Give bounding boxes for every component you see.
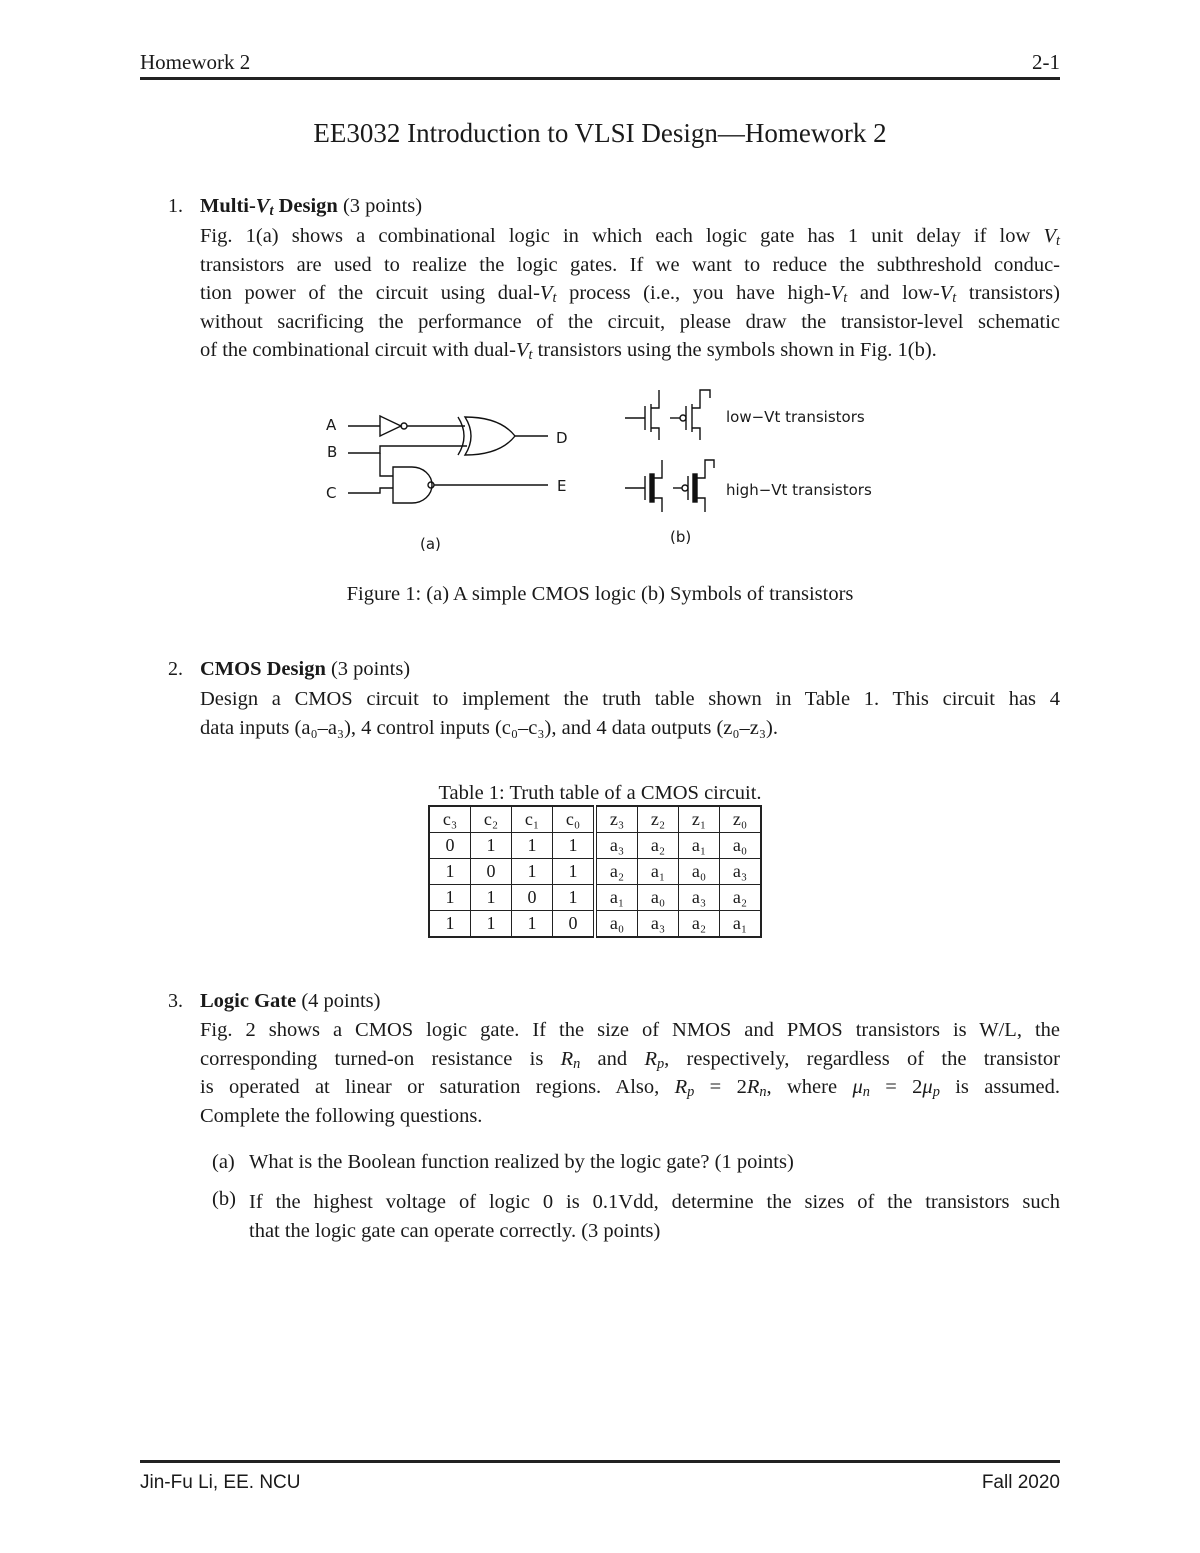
table-cell: a₂ (595, 859, 638, 885)
table-cell: 1 (553, 885, 596, 911)
q3-heading: Logic Gate (4 points) (200, 990, 381, 1012)
table-cell: 1 (512, 911, 553, 938)
logic-circuit-diagram (300, 395, 600, 525)
nand-bubble (428, 482, 434, 488)
q1-body: Fig. 1(a) shows a combinational logic in which each logic gate has 1 unit delay if low $V_t$ transistors are used to realize the logic gates. If we want to reduce the subthreshold conduc- tion power of the circuit using dual-$V_t$ process (i.e., you have high-$V_t$ and low-$V_t$ transistors) without sacrificing the performance of the circuit, please draw the transistor-level schematic of the combinational circuit with dual-$V_t$ transistors using the symbols shown in Fig. 1(b). (200, 225, 1060, 363)
table-cell: a₀ (595, 911, 638, 938)
q3-number: 3. (168, 990, 183, 1012)
wire-b-branch (380, 453, 393, 476)
low-vt-nmos-symbol (625, 390, 659, 440)
table-cell: a₁ (720, 911, 762, 938)
table-cell: 1 (471, 885, 512, 911)
table-cell: 1 (429, 911, 471, 938)
table-cell: 0 (471, 859, 512, 885)
table-cell: a₃ (638, 911, 679, 938)
wire-b (348, 446, 467, 453)
table-cell: 1 (471, 911, 512, 938)
header-right: 2-1 (1032, 50, 1060, 74)
wire-c (348, 488, 393, 493)
nand-gate (393, 467, 432, 503)
table1-caption: Table 1: Truth table of a CMOS circuit. (438, 782, 762, 804)
table-row (429, 833, 761, 859)
high-vt-label: high−Vt transistors (726, 481, 872, 499)
table-header-cell: z₂ (638, 806, 679, 833)
table-cell: 0 (512, 885, 553, 911)
label-c: C (326, 484, 337, 502)
transistor-symbols (615, 380, 725, 520)
label-d: D (556, 429, 568, 447)
inverter-gate (380, 416, 401, 436)
footer-rule (140, 1460, 1060, 1463)
table-cell: 1 (429, 885, 471, 911)
xor-back-curve (458, 417, 464, 455)
q3-sub-b: If the highest voltage of logic 0 is 0.1Vdd, determine the sizes of the transistors such that the logic gate can operate correctly. (3 points) (249, 1191, 1060, 1242)
table-row (429, 911, 761, 938)
q1-heading: Multi-$V_t$ Design (3 points) (200, 195, 423, 219)
table-cell: a₀ (638, 885, 679, 911)
label-sub-b: (b) (670, 528, 692, 546)
table-cell: a₂ (638, 833, 679, 859)
table-cell: 1 (553, 859, 596, 885)
footer-right: Fall 2020 (981, 1472, 1060, 1493)
table-cell: a₀ (720, 833, 762, 859)
table-cell: a₀ (679, 859, 720, 885)
q3-sub-b-label: (b) (212, 1188, 236, 1210)
table-header-cell: z₁ (679, 806, 720, 833)
table-cell: 0 (553, 911, 596, 938)
table-cell: 1 (512, 859, 553, 885)
high-vt-nmos-symbol (625, 460, 662, 512)
table-cell: a₃ (679, 885, 720, 911)
q2-heading: CMOS Design (3 points) (200, 658, 411, 680)
label-sub-a: (a) (420, 535, 441, 553)
table-cell: a₂ (679, 911, 720, 938)
table-cell: a₁ (638, 859, 679, 885)
page-title: EE3032 Introduction to VLSI Design—Homework 2 (313, 118, 887, 148)
q1-number: 1. (168, 195, 183, 217)
table-cell: 0 (429, 833, 471, 859)
xor-body (465, 417, 515, 455)
q2-number: 2. (168, 658, 183, 680)
table-header-cell: c₃ (429, 806, 471, 833)
table-cell: a₁ (595, 885, 638, 911)
q2-body: Design a CMOS circuit to implement the truth table shown in Table 1. This circuit has 4 data inputs (a₀–a₃), 4 control inputs (c₀–c₃), and 4 data outputs (z₀–z₃). (200, 688, 1060, 739)
table-cell: a₃ (720, 859, 762, 885)
table-cell: 1 (429, 859, 471, 885)
table-row (429, 859, 761, 885)
table-cell: 1 (512, 833, 553, 859)
low-vt-pmos-symbol (670, 390, 710, 440)
table-row (429, 885, 761, 911)
table-cell: a₃ (595, 833, 638, 859)
table-header-cell: z₀ (720, 806, 762, 833)
high-vt-pmos-symbol (673, 460, 714, 512)
table-header-cell: c₁ (512, 806, 553, 833)
table-header-cell: z₃ (595, 806, 638, 833)
q3-sub-a: What is the Boolean function realized by the logic gate? (1 points) (249, 1151, 794, 1173)
table-header-cell: c₀ (553, 806, 596, 833)
label-e: E (557, 477, 567, 495)
table-cell: a₁ (679, 833, 720, 859)
table-header-cell: c₂ (471, 806, 512, 833)
header-rule (140, 77, 1060, 80)
footer-left: Jin-Fu Li, EE. NCU (140, 1472, 301, 1493)
q3-body: Fig. 2 shows a CMOS logic gate. If the size of NMOS and PMOS transistors is W/L, the corresponding turned-on resistance is $R_n$ and $R_p$, respectively, regardless of the transistor is operated at linear or saturation regions. Also, $R_p = 2R_n$, where $\mu_n = 2\mu_p$ is assumed. Complete the following questions. (200, 1019, 1060, 1127)
header-left: Homework 2 (140, 50, 251, 74)
q3-sub-a-label: (a) (212, 1151, 235, 1173)
low-vt-label: low−Vt transistors (726, 408, 865, 426)
truth-table (428, 805, 762, 938)
table-cell: 1 (471, 833, 512, 859)
table-header-row (429, 806, 761, 833)
table-cell: a₂ (720, 885, 762, 911)
table-cell: 1 (553, 833, 596, 859)
label-b: B (327, 443, 338, 461)
label-a: A (326, 416, 337, 434)
figure1-caption: Figure 1: (a) A simple CMOS logic (b) Symbols of transistors (346, 583, 854, 605)
